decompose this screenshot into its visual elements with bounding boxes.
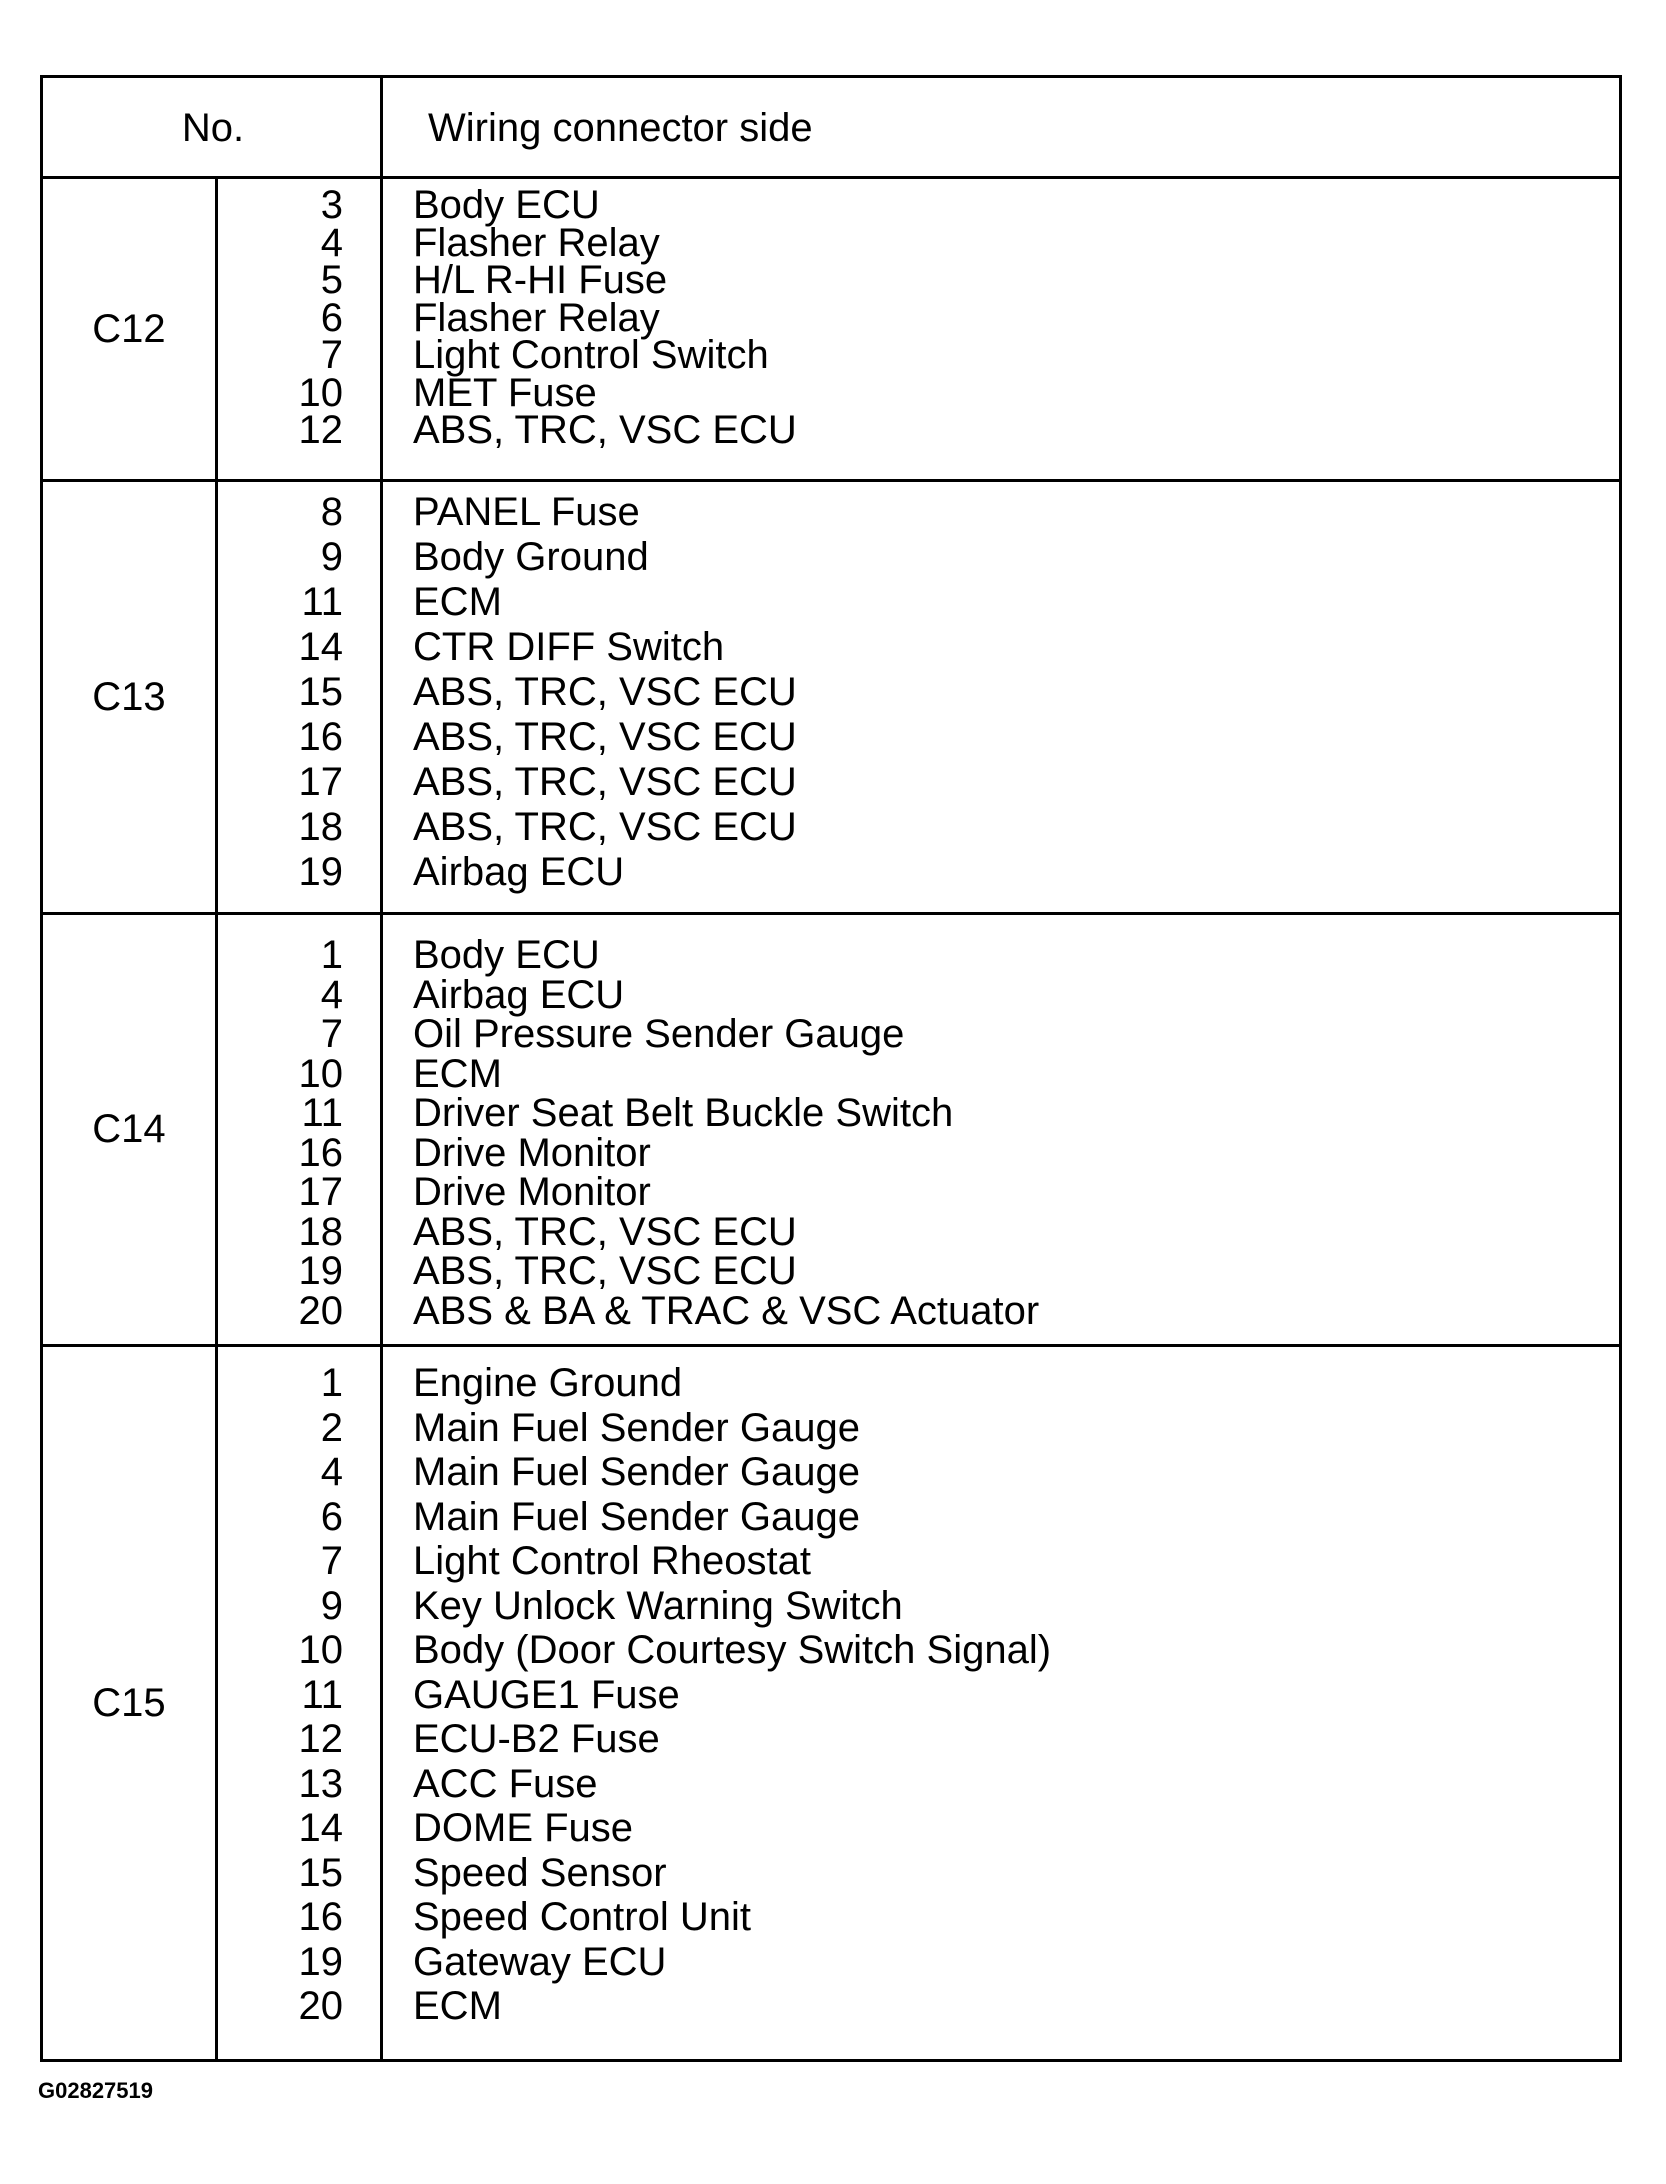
wiring-description: Body ECU bbox=[413, 933, 600, 977]
wiring-description: Drive Monitor bbox=[413, 1130, 651, 1175]
wiring-description: Engine Ground bbox=[413, 1361, 683, 1405]
wiring-description: ABS, TRC, VSC ECU bbox=[413, 670, 797, 714]
wiring-description: ABS & BA & TRAC & VSC Actuator bbox=[413, 1288, 1040, 1333]
connector-label: C12 bbox=[92, 306, 166, 351]
pin-number: 17 bbox=[298, 1170, 343, 1214]
pin-number: 11 bbox=[301, 580, 343, 624]
pin-number: 10 bbox=[298, 1051, 343, 1096]
wiring-description: Flasher Relay bbox=[413, 220, 660, 265]
wiring-description: Main Fuel Sender Gauge bbox=[413, 1450, 860, 1494]
description-column bbox=[413, 1347, 1609, 2059]
wiring-description: ABS, TRC, VSC ECU bbox=[413, 1249, 797, 1293]
pin-number: 10 bbox=[298, 1628, 343, 1672]
wiring-description: ECM bbox=[413, 1051, 502, 1096]
pin-number: 18 bbox=[298, 1209, 343, 1254]
wiring-description: DOME Fuse bbox=[413, 1806, 634, 1850]
pin-number: 19 bbox=[298, 1249, 343, 1293]
pin-number: 3 bbox=[320, 183, 343, 227]
wiring-description: Driver Seat Belt Buckle Switch bbox=[413, 1091, 954, 1135]
connector-label: C15 bbox=[92, 1680, 166, 1725]
wiring-description: Flasher Relay bbox=[413, 295, 660, 340]
pin-column bbox=[215, 482, 383, 912]
wiring-description: ABS, TRC, VSC ECU bbox=[413, 1209, 797, 1254]
wiring-description: Airbag ECU bbox=[413, 850, 625, 894]
description-column bbox=[413, 179, 1609, 479]
pin-column bbox=[215, 1347, 383, 2059]
pin-number: 11 bbox=[301, 1672, 343, 1717]
pin-number: 15 bbox=[298, 670, 343, 714]
wiring-description: PANEL Fuse bbox=[413, 490, 640, 534]
pin-number: 16 bbox=[298, 1895, 343, 1939]
pin-number: 19 bbox=[298, 1939, 343, 1984]
pin-number: 11 bbox=[301, 1091, 343, 1135]
wiring-description: ABS, TRC, VSC ECU bbox=[413, 805, 797, 849]
wiring-description: Speed Control Unit bbox=[413, 1895, 751, 1939]
wiring-description: Body Ground bbox=[413, 535, 649, 579]
wiring-description: ACC Fuse bbox=[413, 1761, 598, 1806]
wiring-description: ECM bbox=[413, 1984, 502, 2028]
wiring-description: Speed Sensor bbox=[413, 1850, 667, 1895]
pin-number: 9 bbox=[320, 535, 343, 579]
pin-number: 17 bbox=[298, 760, 343, 804]
pin-number: 20 bbox=[298, 1984, 343, 2028]
pin-number: 1 bbox=[320, 1361, 343, 1405]
wiring-description: Body ECU bbox=[413, 183, 600, 227]
pin-number: 20 bbox=[298, 1288, 343, 1333]
wiring-description: Main Fuel Sender Gauge bbox=[413, 1405, 860, 1450]
wiring-description: Body (Door Courtesy Switch Signal) bbox=[413, 1628, 1052, 1672]
connector-label: C14 bbox=[92, 1107, 166, 1151]
wiring-description: Key Unlock Warning Switch bbox=[413, 1583, 903, 1628]
pin-number: 15 bbox=[298, 1850, 343, 1895]
pin-number: 6 bbox=[320, 1494, 343, 1539]
pin-number: 4 bbox=[320, 1450, 343, 1494]
pin-number: 12 bbox=[298, 408, 343, 452]
header-wiring-connector-side: Wiring connector side bbox=[428, 105, 813, 150]
wiring-description: ECM bbox=[413, 580, 502, 624]
pin-number: 14 bbox=[298, 1806, 343, 1850]
description-column bbox=[413, 915, 1609, 1344]
connector-table bbox=[40, 75, 1622, 2062]
group-c12 bbox=[43, 179, 1619, 479]
pin-number: 7 bbox=[320, 333, 343, 377]
header-no: No. bbox=[181, 105, 245, 150]
wiring-description: ABS, TRC, VSC ECU bbox=[413, 408, 797, 452]
pin-number: 14 bbox=[298, 625, 343, 669]
wiring-description: ABS, TRC, VSC ECU bbox=[413, 715, 797, 759]
wiring-description: ECU-B2 Fuse bbox=[413, 1717, 660, 1761]
group-c15 bbox=[43, 1347, 1619, 2059]
pin-number: 4 bbox=[320, 972, 343, 1017]
pin-number: 10 bbox=[298, 370, 343, 415]
wiring-description: Drive Monitor bbox=[413, 1170, 651, 1214]
pin-number: 1 bbox=[320, 933, 343, 977]
wiring-description: MET Fuse bbox=[413, 370, 597, 415]
pin-number: 7 bbox=[320, 1012, 343, 1056]
pin-number: 12 bbox=[298, 1717, 343, 1761]
pin-number: 2 bbox=[320, 1405, 343, 1450]
pin-number: 7 bbox=[320, 1539, 343, 1583]
wiring-description: Light Control Switch bbox=[413, 333, 769, 377]
pin-number: 4 bbox=[320, 220, 343, 265]
wiring-description: Gateway ECU bbox=[413, 1939, 667, 1984]
group-c14 bbox=[43, 915, 1619, 1344]
pin-number: 18 bbox=[298, 805, 343, 849]
wiring-description: CTR DIFF Switch bbox=[413, 625, 725, 669]
wiring-description: ABS, TRC, VSC ECU bbox=[413, 760, 797, 804]
wiring-description: Light Control Rheostat bbox=[413, 1539, 812, 1583]
pin-number: 16 bbox=[298, 1130, 343, 1175]
wiring-description: H/L R-HI Fuse bbox=[413, 258, 668, 302]
pin-number: 19 bbox=[298, 850, 343, 894]
pin-number: 13 bbox=[298, 1761, 343, 1806]
pin-number: 8 bbox=[320, 490, 343, 534]
wiring-description: Main Fuel Sender Gauge bbox=[413, 1494, 860, 1539]
pin-number: 5 bbox=[320, 258, 343, 302]
figure-code: G02827519 bbox=[38, 2078, 153, 2103]
wiring-description: Airbag ECU bbox=[413, 972, 625, 1017]
group-c13 bbox=[43, 482, 1619, 912]
connector-label: C13 bbox=[92, 674, 166, 719]
wiring-description: GAUGE1 Fuse bbox=[413, 1672, 680, 1717]
pin-column bbox=[215, 915, 383, 1344]
pin-number: 6 bbox=[320, 295, 343, 340]
pin-column bbox=[215, 179, 383, 479]
pin-number: 16 bbox=[298, 715, 343, 759]
pin-number: 9 bbox=[320, 1583, 343, 1628]
wiring-description: Oil Pressure Sender Gauge bbox=[413, 1012, 905, 1056]
description-column bbox=[413, 482, 1609, 912]
